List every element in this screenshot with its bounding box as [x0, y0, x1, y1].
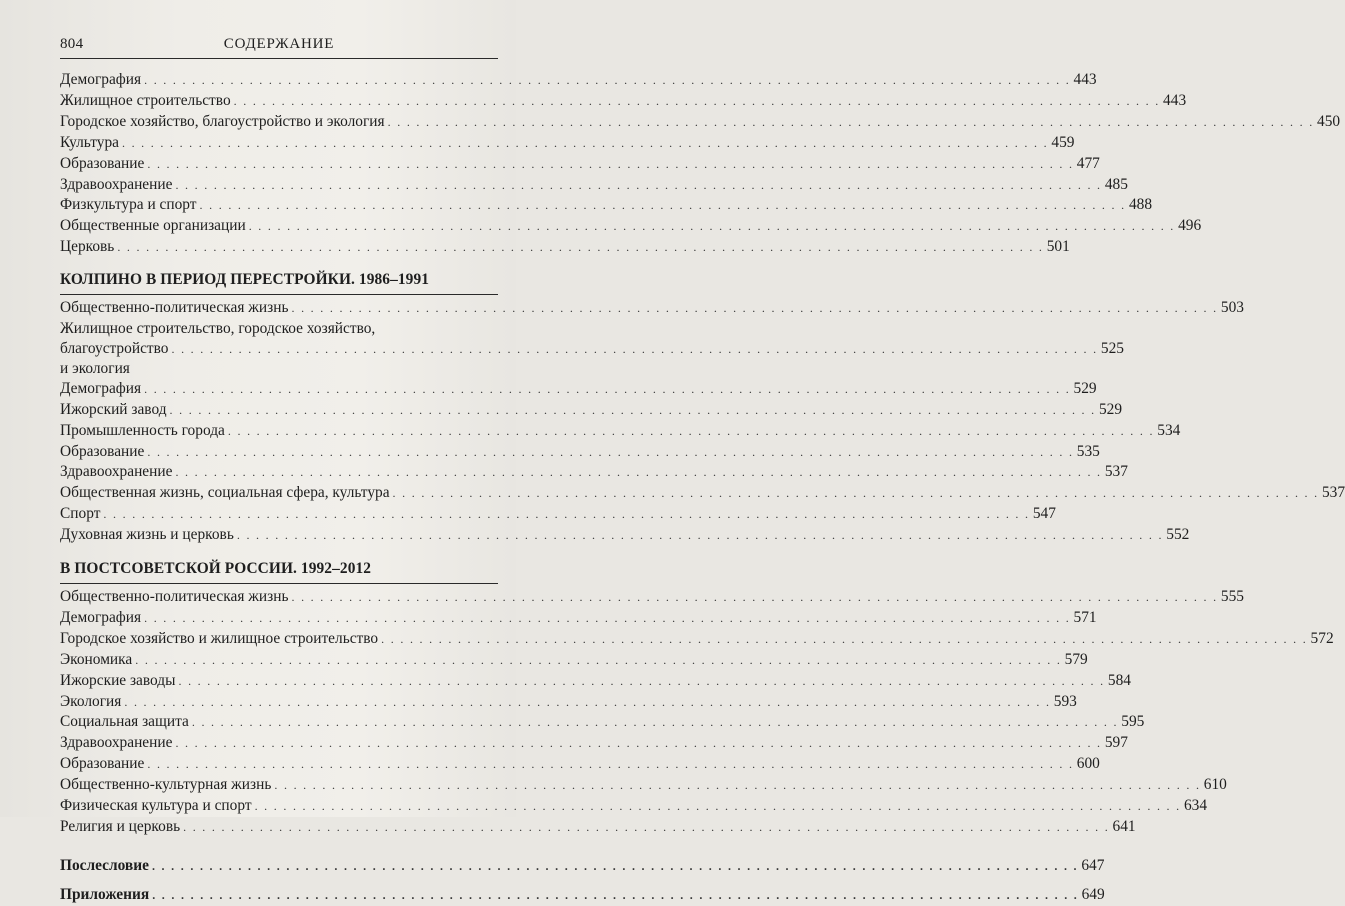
toc-entry: [60, 195, 1153, 216]
entry-page: 647: [1081, 856, 1105, 874]
entry-title: Здравоохранение: [60, 734, 173, 752]
entry-title: Образование: [60, 442, 145, 460]
dot-leader: [192, 713, 1118, 733]
entry-page: 579: [1064, 650, 1088, 668]
toc-section-perestroika: [60, 298, 1345, 546]
entry-page: 552: [1166, 526, 1190, 544]
entry-title: Демография: [60, 379, 142, 397]
entry-page: 593: [1053, 692, 1077, 710]
entry-page: 459: [1051, 133, 1075, 151]
dot-leader: [388, 113, 1314, 133]
entry-title: Жилищное строительство: [60, 91, 231, 109]
toc-entry: [60, 504, 1056, 525]
page-number: 804: [60, 36, 84, 52]
entry-title: Образование: [60, 755, 145, 773]
entry-title: Городское хозяйство и жилищное строительство: [60, 629, 379, 647]
dot-leader: [175, 463, 1101, 483]
toc-entry: [60, 133, 1075, 154]
dot-leader: [228, 422, 1154, 442]
entry-page: 529: [1073, 379, 1097, 397]
dot-leader: [171, 340, 1097, 360]
entry-title: Общественная жизнь, социальная сфера, культура: [60, 484, 390, 502]
dot-leader: [249, 217, 1175, 237]
toc-entry: [60, 91, 1187, 112]
entry-page: 529: [1098, 400, 1123, 418]
entry-title: Ижорский завод: [60, 400, 167, 418]
running-title: СОДЕРЖАНИЕ: [223, 36, 335, 52]
dot-leader: [175, 734, 1101, 754]
toc-entry: [60, 400, 1123, 421]
toc-entry: [60, 483, 1345, 504]
entry-page: 641: [1112, 818, 1136, 835]
dot-leader: [183, 818, 1109, 838]
toc-entry: [60, 775, 1227, 796]
toc-entry: [60, 671, 1131, 692]
dot-leader: [381, 630, 1307, 650]
section-heading: В ПОСТСОВЕТСКОЙ РОССИИ. 1992–2012: [60, 560, 372, 578]
dot-leader: [144, 380, 1070, 400]
toc-entry: [60, 692, 1077, 713]
dot-leader: [144, 609, 1070, 629]
entry-page: 501: [1046, 238, 1070, 256]
dot-leader: [255, 797, 1181, 817]
entry-title: Церковь: [60, 238, 115, 256]
entry-title: Культура: [60, 133, 119, 151]
dot-leader: [103, 505, 1029, 525]
entry-title: Духовная жизнь и церковь: [60, 526, 234, 544]
header-rule: [60, 58, 498, 59]
section-rule: [60, 294, 498, 295]
toc-entry: [60, 237, 1070, 258]
table-of-contents: [60, 70, 1345, 906]
dot-leader: [393, 484, 1319, 504]
entry-title: Городское хозяйство, благоустройство и экология: [60, 112, 385, 130]
entry-title: Здравоохранение: [60, 463, 173, 481]
entry-title: Экология: [60, 692, 122, 710]
toc-entry-appendices: [60, 885, 1105, 906]
entry-page: 634: [1183, 797, 1208, 815]
dot-leader: [274, 776, 1200, 796]
entry-page: 534: [1157, 421, 1181, 439]
entry-title: благоустройство и экология: [60, 339, 169, 377]
entry-page: 584: [1107, 671, 1131, 689]
entry-title: Промышленность города: [60, 421, 225, 439]
entry-page: 488: [1128, 196, 1153, 214]
entry-page: 572: [1310, 629, 1334, 647]
entry-page: 610: [1203, 776, 1227, 794]
entry-title: Спорт: [60, 505, 101, 523]
dot-leader: [124, 693, 1050, 713]
entry-page: 537: [1104, 463, 1128, 481]
entry-page: 477: [1076, 154, 1100, 172]
entry-title: Экономика: [60, 650, 133, 668]
entry-title: Физкультура и спорт: [60, 196, 197, 214]
entry-title: Социальная защита: [60, 713, 189, 731]
toc-entry: [60, 319, 1124, 379]
toc-entry: [60, 733, 1128, 754]
toc-entry: [60, 796, 1208, 817]
entry-page: 450: [1317, 112, 1341, 130]
toc-entry: [60, 154, 1100, 175]
dot-leader: [122, 134, 1048, 154]
toc-group-continued: [60, 70, 1341, 258]
toc-entry: [60, 462, 1128, 483]
entry-title: Ижорские заводы: [60, 671, 176, 689]
dot-leader: [147, 755, 1073, 775]
entry-title: Общественно-политическая жизнь: [60, 299, 289, 317]
entry-page: 503: [1220, 299, 1244, 317]
entry-title: Приложения: [60, 885, 150, 903]
dot-leader: [291, 299, 1217, 319]
entry-page: 485: [1104, 175, 1128, 193]
dot-leader: [178, 672, 1104, 692]
entry-page: 443: [1073, 71, 1097, 88]
toc-entry-afterword: [60, 856, 1105, 877]
section-heading: КОЛПИНО В ПЕРИОД ПЕРЕСТРОЙКИ. 1986–1991: [60, 271, 430, 289]
dot-leader: [291, 588, 1217, 608]
dot-leader: [200, 196, 1126, 216]
dot-leader: [152, 857, 1078, 877]
toc-entry: [60, 421, 1181, 442]
dot-leader: [152, 886, 1078, 906]
toc-entry: [60, 379, 1097, 400]
dot-leader: [147, 443, 1073, 463]
toc-entry: [60, 608, 1097, 629]
dot-leader: [237, 526, 1163, 546]
toc-entry: [60, 650, 1088, 671]
entry-title: Демография: [60, 608, 142, 626]
entry-title: Образование: [60, 154, 145, 172]
toc-entry: [60, 216, 1202, 237]
entry-page: 597: [1104, 734, 1128, 752]
toc-entry: [60, 629, 1334, 650]
dot-leader: [170, 401, 1096, 421]
entry-title: Общественные организации: [60, 217, 246, 235]
toc-entry: [60, 175, 1128, 196]
dot-leader: [147, 155, 1073, 175]
entry-title: Демография: [60, 71, 142, 88]
entry-page: 555: [1220, 588, 1244, 606]
toc-entry: [60, 712, 1145, 733]
toc-entry: [60, 298, 1244, 319]
dot-leader: [144, 71, 1070, 91]
entry-page: 547: [1032, 505, 1056, 523]
entry-page: 600: [1076, 755, 1100, 773]
entry-title: Религия и церковь: [60, 818, 181, 835]
toc-entry: [60, 112, 1341, 133]
entry-page: 537: [1321, 484, 1345, 502]
entry-title: Послесловие: [60, 856, 149, 874]
entry-page: 571: [1073, 608, 1097, 626]
running-header: [60, 32, 498, 54]
entry-page: 649: [1081, 885, 1105, 903]
toc-entry: [60, 587, 1244, 608]
entry-title: Здравоохранение: [60, 175, 173, 193]
entry-page: 595: [1121, 713, 1145, 731]
entry-page: 525: [1100, 339, 1124, 357]
toc-entry: [60, 754, 1100, 775]
toc-entry: [60, 442, 1100, 463]
entry-title: Общественно-культурная жизнь: [60, 776, 272, 794]
entry-title-line: Жилищное строительство, городское хозяйство,: [60, 320, 376, 338]
dot-leader: [234, 92, 1160, 112]
dot-leader: [135, 651, 1061, 671]
dot-leader: [117, 238, 1043, 258]
toc-entry: [60, 70, 1097, 91]
section-rule: [60, 583, 498, 584]
toc-entry: [60, 525, 1190, 546]
entry-page: 535: [1076, 442, 1100, 460]
entry-page: 443: [1163, 91, 1187, 109]
entry-title: Общественно-политическая жизнь: [60, 588, 289, 606]
dot-leader: [175, 176, 1101, 196]
toc-section-postsoviet: [60, 587, 1334, 838]
entry-title: Физическая культура и спорт: [60, 797, 252, 815]
entry-page: 496: [1178, 217, 1202, 235]
toc-entry: [60, 817, 1136, 838]
